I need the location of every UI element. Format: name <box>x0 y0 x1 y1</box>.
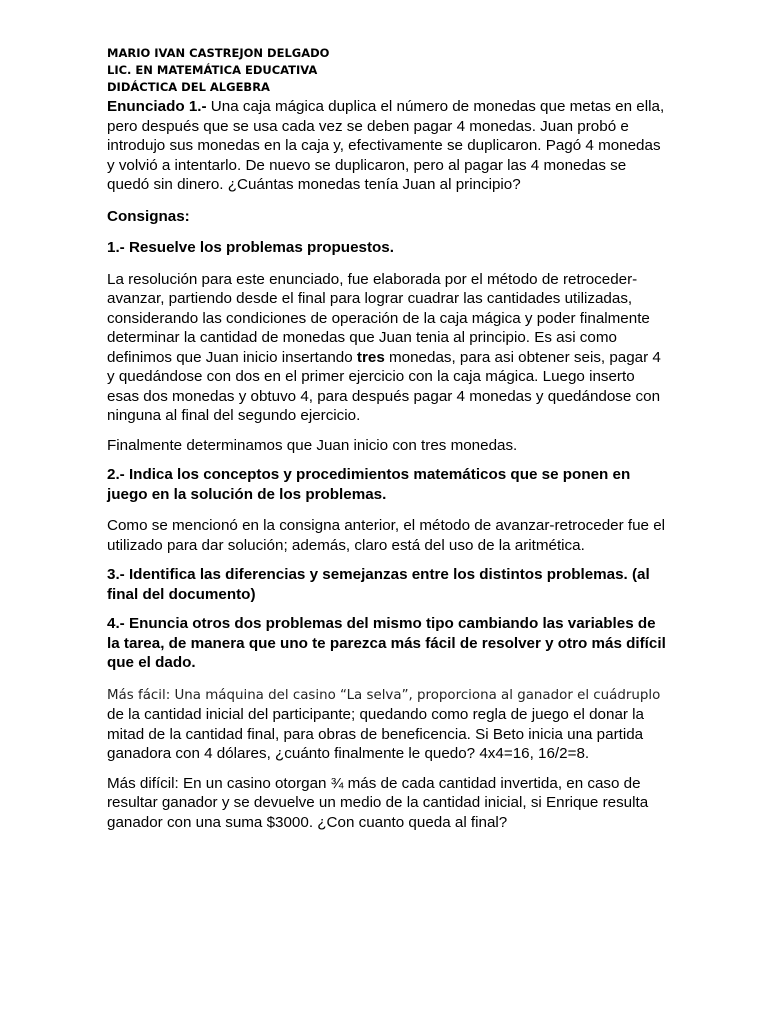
question-3-heading: 3.- Identifica las diferencias y semejanzas entre los distintos problemas. (al final del documento) <box>107 566 650 603</box>
question-1-conclusion: Finalmente determinamos que Juan inicio con tres monedas. <box>107 436 518 454</box>
answer-text: La resolución para este enunciado, fue elaborada por el método de retroceder-avanzar, partiendo desde el final para lograr cuadrar las cantidades utilizadas, considerando las condiciones de operación de la caja mágica y poder finalmente determinar la cantidad de monedas que Juan tenia al principio. Es asi como definimos que Juan inicio insertando <box>107 270 650 366</box>
enunciado-text: Una caja mágica duplica el número de monedas que metas en ella, pero después que se usa cada vez se deben pagar 4 monedas. Juan probó e introdujo sus monedas en la caja y, efectivamente se duplicaron. Pagó 4 monedas y volvió a intentarlo. De nuevo se duplicaron, pero al pagar las 4 monedas se quedó sin dinero. ¿Cuántas monedas tenía Juan al principio? <box>107 98 665 193</box>
easier-problem-rest: de la cantidad inicial del participante; quedando como regla de juego el donar la mitad de la cantidad final, para obras de beneficencia. Si Beto inicia una partida ganadora con 4 dólares, ¿cuánto finalmente le quedo? 4x4=16, 16/2=8. <box>107 706 644 762</box>
course-line: DIDÁCTICA DEL ALGEBRA <box>107 80 270 94</box>
question-2-heading: 2.- Indica los conceptos y procedimientos matemáticos que se ponen en juego en la solución de los problemas. <box>107 466 631 503</box>
answer-text: monedas, para asi obtener seis, pagar 4 y quedándose con dos en el primer ejercicio con la caja mágica. Luego inserto esas dos monedas y obtuvo 4, para después pagar 4 monedas y quedándose con ninguna al final del segundo ejercicio. <box>107 348 661 424</box>
document-header <box>107 45 329 96</box>
enunciado-paragraph <box>107 97 667 195</box>
easier-problem-first-line: Más fácil: Una máquina del casino “La selva”, proporciona al ganador el cuádruplo <box>107 687 661 703</box>
enunciado-label: Enunciado 1.- <box>107 98 207 115</box>
author-name: MARIO IVAN CASTREJON DELGADO <box>107 46 330 60</box>
harder-problem: Más difícil: En un casino otorgan ¾ más de cada cantidad invertida, en caso de resultar ganador y se devuelve un medio de la cantidad inicial, si Enrique resulta ganador con una suma $3000. ¿Con cuanto queda al final? <box>107 774 649 831</box>
question-2-answer: Como se mencionó en la consigna anterior, el método de avanzar-retroceder fue el utilizado para dar solución; además, claro está del uso de la aritmética. <box>107 517 666 554</box>
consignas-heading: Consignas: <box>107 207 190 225</box>
answer-bold-word: tres <box>356 348 385 366</box>
degree-line: LIC. EN MATEMÁTICA EDUCATIVA <box>107 63 318 77</box>
question-1-answer <box>107 270 667 426</box>
question-1-heading: 1.- Resuelve los problemas propuestos. <box>107 239 394 256</box>
document-body <box>107 97 667 832</box>
easier-problem <box>107 685 667 764</box>
question-4-heading: 4.- Enuncia otros dos problemas del mismo tipo cambiando las variables de la tarea, de manera que uno te parezca más fácil de resolver y otro más difícil que el dado. <box>107 615 666 671</box>
